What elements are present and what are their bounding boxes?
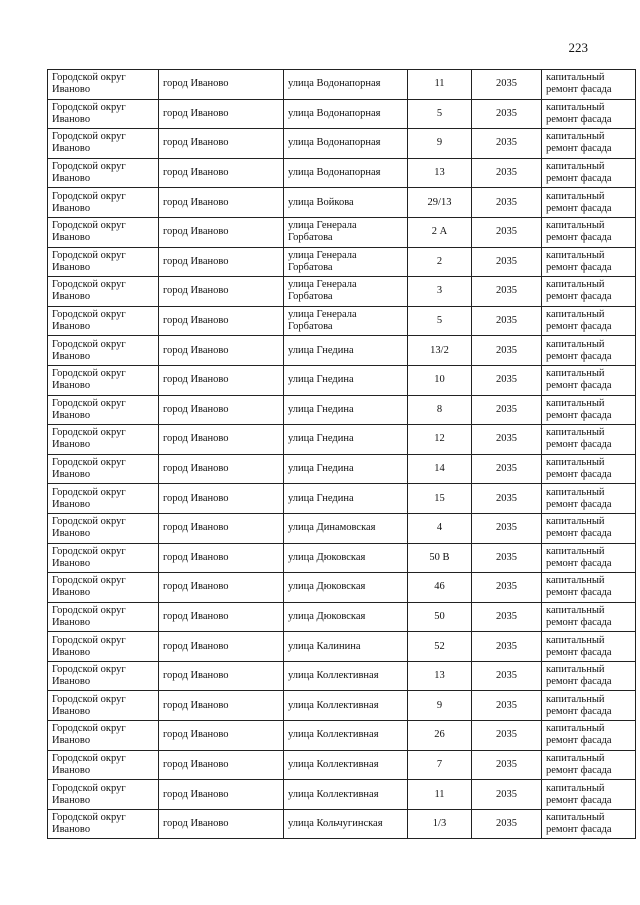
year-cell: 2035 [472, 129, 542, 159]
table-row [48, 543, 636, 573]
house-number-cell: 4 [408, 513, 472, 543]
city-cell: город Иваново [159, 70, 284, 100]
work-type-cell: капитальный ремонт фасада [542, 513, 636, 543]
table-row [48, 365, 636, 395]
house-number-cell: 9 [408, 129, 472, 159]
street-cell: улица Динамовская [284, 513, 408, 543]
year-cell: 2035 [472, 365, 542, 395]
house-number-cell: 8 [408, 395, 472, 425]
house-number-cell: 14 [408, 454, 472, 484]
district-cell: Городской округ Иваново [48, 70, 159, 100]
house-number-cell: 13/2 [408, 336, 472, 366]
work-type-cell: капитальный ремонт фасада [542, 573, 636, 603]
table-row [48, 99, 636, 129]
street-cell: улица Водонапорная [284, 70, 408, 100]
work-type-cell: капитальный ремонт фасада [542, 750, 636, 780]
street-cell: улица Гнедина [284, 336, 408, 366]
work-type-cell: капитальный ремонт фасада [542, 454, 636, 484]
table-row [48, 158, 636, 188]
house-number-cell: 10 [408, 365, 472, 395]
city-cell: город Иваново [159, 809, 284, 839]
table-row [48, 188, 636, 218]
street-cell: улица Генерала Горбатова [284, 306, 408, 336]
year-cell: 2035 [472, 277, 542, 307]
district-cell: Городской округ Иваново [48, 365, 159, 395]
house-number-cell: 50 В [408, 543, 472, 573]
district-cell: Городской округ Иваново [48, 750, 159, 780]
year-cell: 2035 [472, 217, 542, 247]
street-cell: улица Водонапорная [284, 158, 408, 188]
district-cell: Городской округ Иваново [48, 99, 159, 129]
table-row [48, 573, 636, 603]
city-cell: город Иваново [159, 543, 284, 573]
street-cell: улица Гнедина [284, 454, 408, 484]
city-cell: город Иваново [159, 484, 284, 514]
table-row [48, 484, 636, 514]
district-cell: Городской округ Иваново [48, 188, 159, 218]
year-cell: 2035 [472, 306, 542, 336]
street-cell: улица Коллективная [284, 721, 408, 751]
district-cell: Городской округ Иваново [48, 247, 159, 277]
house-number-cell: 5 [408, 306, 472, 336]
table-row [48, 691, 636, 721]
house-number-cell: 11 [408, 780, 472, 810]
district-cell: Городской округ Иваново [48, 306, 159, 336]
street-cell: улица Генерала Горбатова [284, 217, 408, 247]
year-cell: 2035 [472, 661, 542, 691]
street-cell: улица Кольчугинская [284, 809, 408, 839]
table-row [48, 277, 636, 307]
district-cell: Городской округ Иваново [48, 573, 159, 603]
district-cell: Городской округ Иваново [48, 395, 159, 425]
year-cell: 2035 [472, 484, 542, 514]
street-cell: улица Коллективная [284, 750, 408, 780]
district-cell: Городской округ Иваново [48, 217, 159, 247]
year-cell: 2035 [472, 454, 542, 484]
city-cell: город Иваново [159, 247, 284, 277]
table-row [48, 721, 636, 751]
table-row [48, 306, 636, 336]
work-type-cell: капитальный ремонт фасада [542, 809, 636, 839]
city-cell: город Иваново [159, 277, 284, 307]
city-cell: город Иваново [159, 632, 284, 662]
year-cell: 2035 [472, 513, 542, 543]
year-cell: 2035 [472, 780, 542, 810]
district-cell: Городской округ Иваново [48, 809, 159, 839]
work-type-cell: капитальный ремонт фасада [542, 217, 636, 247]
housing-registry-table [47, 69, 636, 839]
house-number-cell: 12 [408, 425, 472, 455]
year-cell: 2035 [472, 602, 542, 632]
street-cell: улица Гнедина [284, 484, 408, 514]
district-cell: Городской округ Иваново [48, 454, 159, 484]
city-cell: город Иваново [159, 158, 284, 188]
table-row [48, 602, 636, 632]
work-type-cell: капитальный ремонт фасада [542, 691, 636, 721]
street-cell: улица Калинина [284, 632, 408, 662]
district-cell: Городской округ Иваново [48, 661, 159, 691]
house-number-cell: 50 [408, 602, 472, 632]
house-number-cell: 2 [408, 247, 472, 277]
house-number-cell: 15 [408, 484, 472, 514]
table-row [48, 661, 636, 691]
year-cell: 2035 [472, 188, 542, 218]
house-number-cell: 7 [408, 750, 472, 780]
city-cell: город Иваново [159, 395, 284, 425]
street-cell: улица Гнедина [284, 365, 408, 395]
street-cell: улица Коллективная [284, 691, 408, 721]
house-number-cell: 1/3 [408, 809, 472, 839]
table-row [48, 70, 636, 100]
district-cell: Городской округ Иваново [48, 336, 159, 366]
work-type-cell: капитальный ремонт фасада [542, 780, 636, 810]
street-cell: улица Войкова [284, 188, 408, 218]
district-cell: Городской округ Иваново [48, 513, 159, 543]
work-type-cell: капитальный ремонт фасада [542, 306, 636, 336]
street-cell: улица Гнедина [284, 425, 408, 455]
work-type-cell: капитальный ремонт фасада [542, 365, 636, 395]
year-cell: 2035 [472, 425, 542, 455]
district-cell: Городской округ Иваново [48, 158, 159, 188]
year-cell: 2035 [472, 158, 542, 188]
work-type-cell: капитальный ремонт фасада [542, 425, 636, 455]
city-cell: город Иваново [159, 573, 284, 603]
city-cell: город Иваново [159, 306, 284, 336]
work-type-cell: капитальный ремонт фасада [542, 99, 636, 129]
city-cell: город Иваново [159, 661, 284, 691]
year-cell: 2035 [472, 691, 542, 721]
table-row [48, 217, 636, 247]
table-row [48, 809, 636, 839]
street-cell: улица Генерала Горбатова [284, 277, 408, 307]
district-cell: Городской округ Иваново [48, 543, 159, 573]
work-type-cell: капитальный ремонт фасада [542, 484, 636, 514]
year-cell: 2035 [472, 750, 542, 780]
house-number-cell: 46 [408, 573, 472, 603]
year-cell: 2035 [472, 247, 542, 277]
city-cell: город Иваново [159, 425, 284, 455]
table-row [48, 780, 636, 810]
city-cell: город Иваново [159, 99, 284, 129]
page-number: 223 [568, 40, 588, 55]
city-cell: город Иваново [159, 780, 284, 810]
street-cell: улица Водонапорная [284, 129, 408, 159]
work-type-cell: капитальный ремонт фасада [542, 336, 636, 366]
work-type-cell: капитальный ремонт фасада [542, 129, 636, 159]
city-cell: город Иваново [159, 513, 284, 543]
house-number-cell: 26 [408, 721, 472, 751]
city-cell: город Иваново [159, 454, 284, 484]
year-cell: 2035 [472, 573, 542, 603]
table-row [48, 425, 636, 455]
table-row [48, 750, 636, 780]
year-cell: 2035 [472, 336, 542, 366]
street-cell: улица Генерала Горбатова [284, 247, 408, 277]
house-number-cell: 3 [408, 277, 472, 307]
district-cell: Городской округ Иваново [48, 780, 159, 810]
district-cell: Городской округ Иваново [48, 425, 159, 455]
house-number-cell: 52 [408, 632, 472, 662]
house-number-cell: 11 [408, 70, 472, 100]
work-type-cell: капитальный ремонт фасада [542, 602, 636, 632]
house-number-cell: 9 [408, 691, 472, 721]
district-cell: Городской округ Иваново [48, 632, 159, 662]
year-cell: 2035 [472, 99, 542, 129]
district-cell: Городской округ Иваново [48, 277, 159, 307]
district-cell: Городской округ Иваново [48, 691, 159, 721]
city-cell: город Иваново [159, 336, 284, 366]
city-cell: город Иваново [159, 129, 284, 159]
table-row [48, 336, 636, 366]
year-cell: 2035 [472, 632, 542, 662]
work-type-cell: капитальный ремонт фасада [542, 158, 636, 188]
street-cell: улица Водонапорная [284, 99, 408, 129]
city-cell: город Иваново [159, 721, 284, 751]
year-cell: 2035 [472, 809, 542, 839]
street-cell: улица Коллективная [284, 780, 408, 810]
street-cell: улица Дюковская [284, 543, 408, 573]
city-cell: город Иваново [159, 602, 284, 632]
house-number-cell: 13 [408, 158, 472, 188]
city-cell: город Иваново [159, 188, 284, 218]
district-cell: Городской округ Иваново [48, 602, 159, 632]
work-type-cell: капитальный ремонт фасада [542, 543, 636, 573]
house-number-cell: 5 [408, 99, 472, 129]
year-cell: 2035 [472, 543, 542, 573]
city-cell: город Иваново [159, 691, 284, 721]
street-cell: улица Гнедина [284, 395, 408, 425]
house-number-cell: 29/13 [408, 188, 472, 218]
work-type-cell: капитальный ремонт фасада [542, 277, 636, 307]
street-cell: улица Дюковская [284, 573, 408, 603]
year-cell: 2035 [472, 70, 542, 100]
table-row [48, 513, 636, 543]
table-row [48, 454, 636, 484]
year-cell: 2035 [472, 395, 542, 425]
work-type-cell: капитальный ремонт фасада [542, 70, 636, 100]
work-type-cell: капитальный ремонт фасада [542, 721, 636, 751]
work-type-cell: капитальный ремонт фасада [542, 188, 636, 218]
table-row [48, 632, 636, 662]
city-cell: город Иваново [159, 365, 284, 395]
city-cell: город Иваново [159, 750, 284, 780]
work-type-cell: капитальный ремонт фасада [542, 395, 636, 425]
table-body [48, 70, 636, 839]
district-cell: Городской округ Иваново [48, 721, 159, 751]
house-number-cell: 13 [408, 661, 472, 691]
work-type-cell: капитальный ремонт фасада [542, 247, 636, 277]
city-cell: город Иваново [159, 217, 284, 247]
year-cell: 2035 [472, 721, 542, 751]
table-row [48, 129, 636, 159]
table-row [48, 395, 636, 425]
district-cell: Городской округ Иваново [48, 484, 159, 514]
work-type-cell: капитальный ремонт фасада [542, 632, 636, 662]
house-number-cell: 2 А [408, 217, 472, 247]
table-row [48, 247, 636, 277]
district-cell: Городской округ Иваново [48, 129, 159, 159]
street-cell: улица Дюковская [284, 602, 408, 632]
street-cell: улица Коллективная [284, 661, 408, 691]
work-type-cell: капитальный ремонт фасада [542, 661, 636, 691]
